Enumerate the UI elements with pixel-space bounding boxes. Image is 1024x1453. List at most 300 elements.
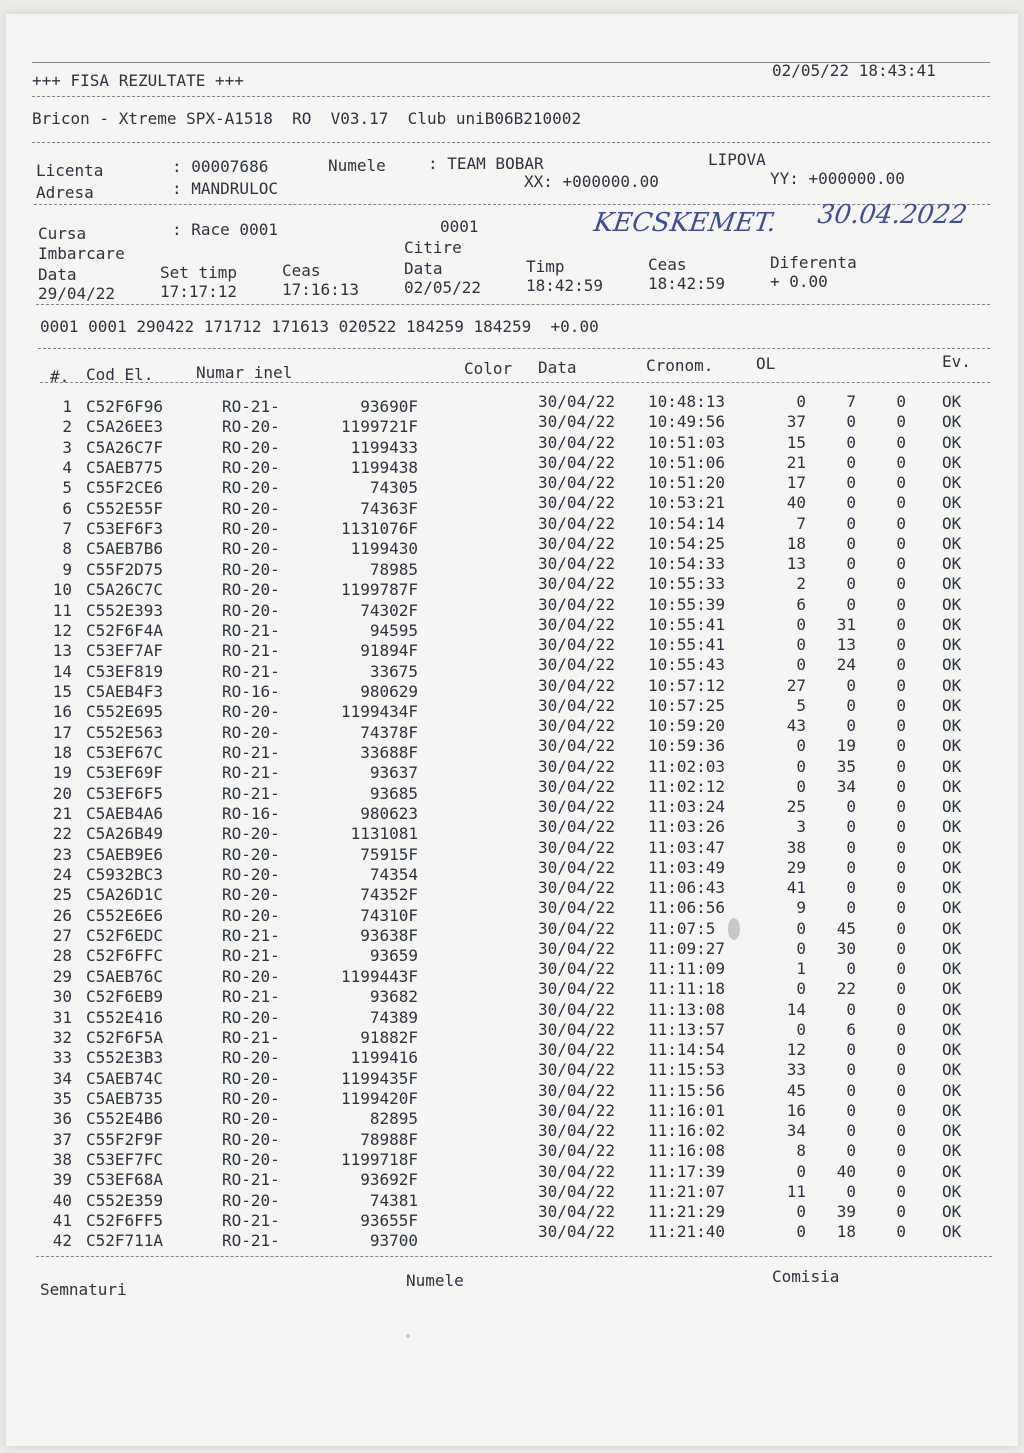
yy-coordinate: YY: +000000.00: [770, 169, 905, 188]
electronic-code: C53EF6F3: [86, 519, 164, 539]
ol-value-3: 0: [896, 979, 906, 999]
electronic-code: C5A26B49: [86, 824, 164, 844]
arrival-date: 30/04/22: [538, 736, 616, 756]
ol-value-2: 0: [846, 574, 856, 594]
row-number: 38: [52, 1149, 72, 1169]
ol-value-3: 0: [896, 756, 906, 776]
ring-number: 1199416: [350, 1048, 418, 1068]
arrival-date: 30/04/22: [538, 493, 616, 513]
arrival-time: 11:06:43: [648, 878, 726, 897]
electronic-code: C552E359: [86, 1190, 164, 1210]
ol-value-1: 33: [786, 1060, 806, 1080]
ol-value-2: 0: [846, 432, 856, 452]
arrival-time: 11:16:08: [648, 1141, 726, 1161]
ol-value-3: 0: [896, 857, 906, 877]
ring-prefix: RO-20-: [222, 559, 280, 579]
ol-value-1: 14: [786, 999, 806, 1019]
ring-prefix: RO-20-: [222, 1149, 280, 1169]
arrival-date: 30/04/22: [538, 1161, 616, 1181]
ol-value-1: 15: [786, 432, 806, 452]
row-number: 4: [62, 458, 72, 478]
ring-prefix: RO-20-: [222, 1088, 280, 1108]
ol-value-3: 0: [896, 412, 906, 432]
ol-value-2: 40: [836, 1161, 856, 1181]
event-status: OK: [942, 412, 962, 432]
ring-prefix: RO-21-: [222, 620, 280, 640]
ring-number: 78988F: [360, 1129, 418, 1149]
ring-prefix: RO-20-: [222, 824, 280, 844]
divider: [38, 348, 990, 349]
ring-number: 75915F: [360, 844, 418, 864]
ol-value-1: 7: [796, 513, 806, 533]
ol-value-3: 0: [896, 594, 906, 614]
footer-comisia: Comisia: [772, 1267, 840, 1286]
electronic-code: C53EF819: [86, 661, 164, 681]
ol-value-2: 0: [846, 1121, 856, 1140]
cursa-value: : Race 0001: [172, 220, 278, 239]
ring-prefix: RO-20-: [222, 1129, 280, 1149]
row-number: 34: [52, 1068, 72, 1088]
cursa-label: Cursa: [38, 224, 87, 243]
ol-value-1: 27: [786, 675, 806, 695]
ol-value-2: 0: [846, 999, 856, 1019]
row-number: 23: [52, 844, 72, 864]
data2-value: 02/05/22: [404, 278, 482, 297]
ol-value-1: 41: [786, 878, 806, 897]
row-number: 12: [52, 620, 72, 640]
ol-value-2: 0: [846, 716, 856, 735]
row-number: 20: [52, 783, 72, 803]
row-number: 28: [52, 946, 72, 966]
footer-semnaturi: Semnaturi: [40, 1280, 127, 1299]
stain-mark: [406, 1334, 410, 1338]
ring-prefix: RO-20-: [222, 885, 280, 905]
imbarcare-label: Imbarcare: [38, 244, 125, 263]
arrival-date: 30/04/22: [538, 392, 616, 411]
arrival-time: 11:06:56: [648, 898, 726, 918]
row-number: 22: [52, 824, 72, 844]
row-number: 7: [62, 519, 72, 539]
arrival-time: 10:55:41: [648, 635, 726, 654]
ol-value-2: 0: [846, 1181, 856, 1201]
ol-value-1: 6: [796, 594, 806, 614]
electronic-code: C53EF7AF: [86, 641, 164, 661]
ring-prefix: RO-20-: [222, 865, 280, 885]
ol-value-1: 0: [796, 918, 806, 938]
ol-value-1: 0: [796, 1161, 806, 1181]
numele-value: : TEAM BOBAR: [428, 154, 544, 173]
event-status: OK: [942, 554, 962, 573]
ol-value-1: 2: [796, 574, 806, 594]
header-color: Color: [464, 359, 513, 378]
arrival-time: 10:55:39: [648, 594, 726, 614]
ring-number: 33675: [369, 661, 418, 681]
data-label: Data: [38, 265, 77, 284]
electronic-code: C5A26C7C: [86, 580, 164, 600]
ring-prefix: RO-21-: [222, 1170, 280, 1190]
arrival-time: 10:54:25: [648, 533, 726, 553]
ol-value-2: 0: [846, 857, 856, 877]
row-number: 40: [52, 1190, 72, 1210]
arrival-time: 10:54:14: [648, 513, 726, 533]
arrival-time: 11:13:08: [648, 999, 726, 1019]
ring-prefix: RO-20-: [222, 966, 280, 986]
ol-value-3: 0: [896, 655, 906, 675]
ol-value-1: 0: [796, 635, 806, 654]
ol-value-3: 0: [896, 695, 906, 715]
ring-prefix: RO-20-: [222, 539, 280, 559]
ol-value-2: 19: [836, 736, 856, 756]
ol-value-3: 0: [896, 1100, 906, 1120]
electronic-code: C552E695: [86, 702, 164, 722]
adresa-label: Adresa: [36, 183, 94, 202]
electronic-code: C552E6E6: [86, 905, 164, 925]
set-timp-label: Set timp: [160, 263, 238, 282]
header-cronom: Cronom.: [646, 356, 714, 375]
diferenta-label: Diferenta: [770, 253, 857, 272]
ring-number: 1199438: [350, 458, 418, 478]
electronic-code: C552E393: [86, 600, 164, 620]
ol-value-1: 0: [796, 614, 806, 634]
event-status: OK: [942, 898, 962, 918]
arrival-date: 30/04/22: [538, 716, 616, 735]
ring-number: 980623: [360, 804, 418, 823]
ring-number: 1199718F: [340, 1149, 418, 1169]
ol-value-2: 0: [846, 1080, 856, 1100]
row-number: 26: [52, 905, 72, 925]
arrival-date: 30/04/22: [538, 918, 616, 938]
ol-value-3: 0: [896, 999, 906, 1019]
arrival-date: 30/04/22: [538, 817, 616, 837]
arrival-time: 11:11:09: [648, 959, 726, 978]
ol-value-3: 0: [896, 1121, 906, 1140]
ol-value-2: 0: [846, 533, 856, 553]
ring-prefix: RO-16-: [222, 804, 280, 823]
ol-value-3: 0: [896, 493, 906, 513]
ring-number: 93690F: [360, 397, 418, 416]
row-number: 35: [52, 1088, 72, 1108]
event-status: OK: [942, 635, 962, 654]
ol-value-1: 17: [786, 473, 806, 492]
arrival-date: 30/04/22: [538, 655, 616, 675]
ring-number: 74381: [369, 1190, 418, 1210]
header-data: Data: [538, 358, 577, 377]
ol-value-3: 0: [896, 1202, 906, 1221]
row-number: 9: [62, 559, 72, 579]
ol-value-2: 0: [846, 695, 856, 715]
ring-prefix: RO-21-: [222, 641, 280, 661]
electronic-code: C5AEB775: [86, 458, 164, 478]
electronic-code: C5AEB9E6: [86, 844, 164, 864]
set-timp-value: 17:17:12: [160, 282, 238, 301]
ol-value-3: 0: [896, 614, 906, 634]
timp-label: Timp: [526, 257, 565, 276]
ol-value-1: 45: [786, 1080, 806, 1100]
electronic-code: C52F6FFC: [86, 946, 164, 966]
ol-value-3: 0: [896, 1040, 906, 1059]
ring-number: 1199433: [350, 437, 418, 457]
ring-number: 93659: [369, 946, 418, 966]
data2-label: Data: [404, 259, 443, 278]
electronic-code: C52F6F96: [86, 397, 164, 416]
arrival-time: 10:54:33: [648, 554, 726, 573]
electronic-code: C55F2D75: [86, 559, 164, 579]
row-number: 15: [52, 681, 72, 701]
ol-value-3: 0: [896, 898, 906, 918]
event-status: OK: [942, 756, 962, 776]
electronic-code: C52F6F4A: [86, 620, 164, 640]
arrival-time: 10:51:03: [648, 432, 726, 452]
arrival-date: 30/04/22: [538, 1080, 616, 1100]
arrival-time: 11:09:27: [648, 938, 726, 958]
arrival-time: 11:21:29: [648, 1202, 726, 1221]
electronic-code: C552E4B6: [86, 1109, 164, 1129]
ol-value-2: 22: [836, 979, 856, 999]
event-status: OK: [942, 695, 962, 715]
ol-value-2: 0: [846, 513, 856, 533]
ceas-label: Ceas: [282, 261, 321, 280]
ol-value-2: 0: [846, 1060, 856, 1080]
ring-number: 94595: [369, 620, 418, 640]
ol-value-2: 0: [846, 452, 856, 472]
arrival-date: 30/04/22: [538, 452, 616, 472]
row-number: 5: [62, 478, 72, 498]
arrival-time: 11:02:12: [648, 776, 726, 796]
ring-prefix: RO-20-: [222, 844, 280, 864]
ol-value-3: 0: [896, 675, 906, 695]
electronic-code: C53EF6F5: [86, 783, 164, 803]
electronic-code: C5AEB735: [86, 1088, 164, 1108]
ring-prefix: RO-20-: [222, 702, 280, 722]
ol-value-1: 0: [796, 938, 806, 958]
ring-prefix: RO-20-: [222, 580, 280, 600]
ol-value-3: 0: [896, 817, 906, 837]
summary-line: 0001 0001 290422 171712 171613 020522 184259 184259 +0.00: [40, 317, 599, 336]
ol-value-2: 31: [836, 614, 856, 634]
arrival-date: 30/04/22: [538, 999, 616, 1019]
arrival-time: 11:03:26: [648, 817, 726, 837]
arrival-time: 10:59:20: [648, 716, 726, 735]
row-number: 37: [52, 1129, 72, 1149]
ring-number: 82895: [369, 1109, 418, 1129]
table-row: [0, 1222, 1000, 1251]
ol-value-3: 0: [896, 635, 906, 654]
ceas-value: 17:16:13: [282, 280, 360, 299]
row-number: 14: [52, 661, 72, 681]
arrival-date: 30/04/22: [538, 1040, 616, 1059]
arrival-date: 30/04/22: [538, 979, 616, 999]
ring-number: 1131076F: [340, 519, 418, 539]
ol-value-3: 0: [896, 473, 906, 492]
row-number: 8: [62, 539, 72, 559]
ol-value-2: 13: [836, 635, 856, 654]
ol-value-2: 0: [846, 594, 856, 614]
ring-number: 93682: [369, 987, 418, 1007]
event-status: OK: [942, 979, 962, 999]
arrival-date: 30/04/22: [538, 473, 616, 492]
electronic-code: C5932BC3: [86, 865, 164, 885]
ring-number: 1199721F: [340, 417, 418, 437]
ol-value-3: 0: [896, 938, 906, 958]
arrival-time: 11:14:54: [648, 1040, 726, 1059]
licenta-label: Licenta: [36, 161, 104, 180]
ol-value-3: 0: [896, 533, 906, 553]
electronic-code: C552E3B3: [86, 1048, 164, 1068]
ol-value-3: 0: [896, 1060, 906, 1080]
row-number: 31: [52, 1007, 72, 1027]
ring-prefix: RO-20-: [222, 437, 280, 457]
event-status: OK: [942, 513, 962, 533]
row-number: 1: [62, 397, 72, 416]
ring-number: 91894F: [360, 641, 418, 661]
electronic-code: C55F2CE6: [86, 478, 164, 498]
ring-number: 74352F: [360, 885, 418, 905]
ring-prefix: RO-16-: [222, 681, 280, 701]
event-status: OK: [942, 938, 962, 958]
ring-number: 74363F: [360, 498, 418, 518]
arrival-time: 11:16:02: [648, 1121, 726, 1140]
ring-number: 93638F: [360, 926, 418, 946]
ring-prefix: RO-20-: [222, 498, 280, 518]
arrival-date: 30/04/22: [538, 554, 616, 573]
ol-value-2: 6: [846, 1019, 856, 1039]
ol-value-3: 0: [896, 878, 906, 897]
ring-number: 93685: [369, 783, 418, 803]
header-ol: OL: [756, 354, 776, 373]
city: LIPOVA: [708, 150, 766, 169]
arrival-date: 30/04/22: [538, 959, 616, 978]
ring-prefix: RO-21-: [222, 1211, 280, 1230]
ol-value-2: 0: [846, 493, 856, 513]
ol-value-2: 0: [846, 412, 856, 432]
arrival-date: 30/04/22: [538, 878, 616, 897]
event-status: OK: [942, 452, 962, 472]
ol-value-1: 5: [796, 695, 806, 715]
electronic-code: C5AEB74C: [86, 1068, 164, 1088]
ol-value-1: 29: [786, 857, 806, 877]
event-status: OK: [942, 797, 962, 816]
ol-value-1: 0: [796, 655, 806, 675]
bottom-divider: [36, 1256, 992, 1257]
arrival-time: 11:02:03: [648, 756, 726, 776]
ring-number: 1131081: [350, 824, 418, 844]
row-number: 24: [52, 865, 72, 885]
ring-number: 1199443F: [340, 966, 418, 986]
row-number: 32: [52, 1027, 72, 1047]
arrival-date: 30/04/22: [538, 1222, 616, 1242]
ol-value-1: 9: [796, 898, 806, 918]
arrival-time: 10:49:56: [648, 412, 726, 432]
ol-value-3: 0: [896, 918, 906, 938]
ring-prefix: RO-20-: [222, 1109, 280, 1129]
row-number: 17: [52, 722, 72, 742]
row-number: 33: [52, 1048, 72, 1068]
sheet-title: +++ FISA REZULTATE +++: [32, 71, 244, 90]
ol-value-3: 0: [896, 1161, 906, 1181]
ol-value-3: 0: [896, 1222, 906, 1242]
handwritten-date: 30.04.2022: [815, 200, 969, 230]
ring-prefix: RO-20-: [222, 1190, 280, 1210]
ring-prefix: RO-21-: [222, 763, 280, 783]
ol-value-1: 0: [796, 1222, 806, 1242]
arrival-time: 10:51:06: [648, 452, 726, 472]
event-status: OK: [942, 857, 962, 877]
ol-value-1: 0: [796, 756, 806, 776]
arrival-date: 30/04/22: [538, 574, 616, 594]
ol-value-3: 0: [896, 959, 906, 978]
ol-value-2: 0: [846, 959, 856, 978]
arrival-time: 11:15:56: [648, 1080, 726, 1100]
electronic-code: C53EF7FC: [86, 1149, 164, 1169]
arrival-date: 30/04/22: [538, 898, 616, 918]
arrival-date: 30/04/22: [538, 1181, 616, 1201]
ol-value-1: 11: [786, 1181, 806, 1201]
event-status: OK: [942, 878, 962, 897]
divider: [40, 382, 990, 383]
ring-prefix: RO-20-: [222, 1007, 280, 1027]
ring-prefix: RO-20-: [222, 905, 280, 925]
event-status: OK: [942, 655, 962, 675]
print-datetime: 02/05/22 18:43:41: [772, 61, 936, 80]
electronic-code: C552E55F: [86, 498, 164, 518]
ring-prefix: RO-20-: [222, 519, 280, 539]
arrival-time: 11:07:5: [648, 918, 716, 938]
arrival-date: 30/04/22: [538, 938, 616, 958]
ol-value-2: 34: [836, 776, 856, 796]
ol-value-1: 25: [786, 797, 806, 816]
arrival-date: 30/04/22: [538, 1100, 616, 1120]
ring-number: 1199420F: [340, 1088, 418, 1108]
ol-value-1: 21: [786, 452, 806, 472]
ring-prefix: RO-21-: [222, 661, 280, 681]
arrival-time: 11:03:47: [648, 837, 726, 857]
ol-value-2: 24: [836, 655, 856, 675]
arrival-time: 10:57:12: [648, 675, 726, 695]
citire-label: Citire: [404, 238, 462, 257]
event-status: OK: [942, 432, 962, 452]
ring-prefix: RO-21-: [222, 397, 280, 416]
ol-value-1: 0: [796, 1019, 806, 1039]
ol-value-3: 0: [896, 1181, 906, 1201]
event-status: OK: [942, 1202, 962, 1221]
adresa-value: : MANDRULOC: [172, 179, 278, 198]
ol-value-3: 0: [896, 513, 906, 533]
header-num: #.: [50, 367, 70, 386]
event-status: OK: [942, 1040, 962, 1059]
ol-value-1: 0: [796, 736, 806, 756]
ring-prefix: RO-20-: [222, 1048, 280, 1068]
arrival-date: 30/04/22: [538, 756, 616, 776]
ring-prefix: RO-20-: [222, 600, 280, 620]
ol-value-3: 0: [896, 716, 906, 735]
row-number: 30: [52, 987, 72, 1007]
electronic-code: C5AEB76C: [86, 966, 164, 986]
event-status: OK: [942, 574, 962, 594]
row-number: 36: [52, 1109, 72, 1129]
arrival-time: 11:03:24: [648, 797, 726, 816]
stain-mark: [728, 918, 740, 940]
ring-number: 91882F: [360, 1027, 418, 1047]
row-number: 3: [62, 437, 72, 457]
row-number: 29: [52, 966, 72, 986]
ring-number: 74389: [369, 1007, 418, 1027]
row-number: 39: [52, 1170, 72, 1190]
arrival-date: 30/04/22: [538, 1019, 616, 1039]
row-number: 10: [52, 580, 72, 600]
electronic-code: C5A26EE3: [86, 417, 164, 437]
diferenta-value: + 0.00: [770, 272, 828, 291]
electronic-code: C53EF68A: [86, 1170, 164, 1190]
